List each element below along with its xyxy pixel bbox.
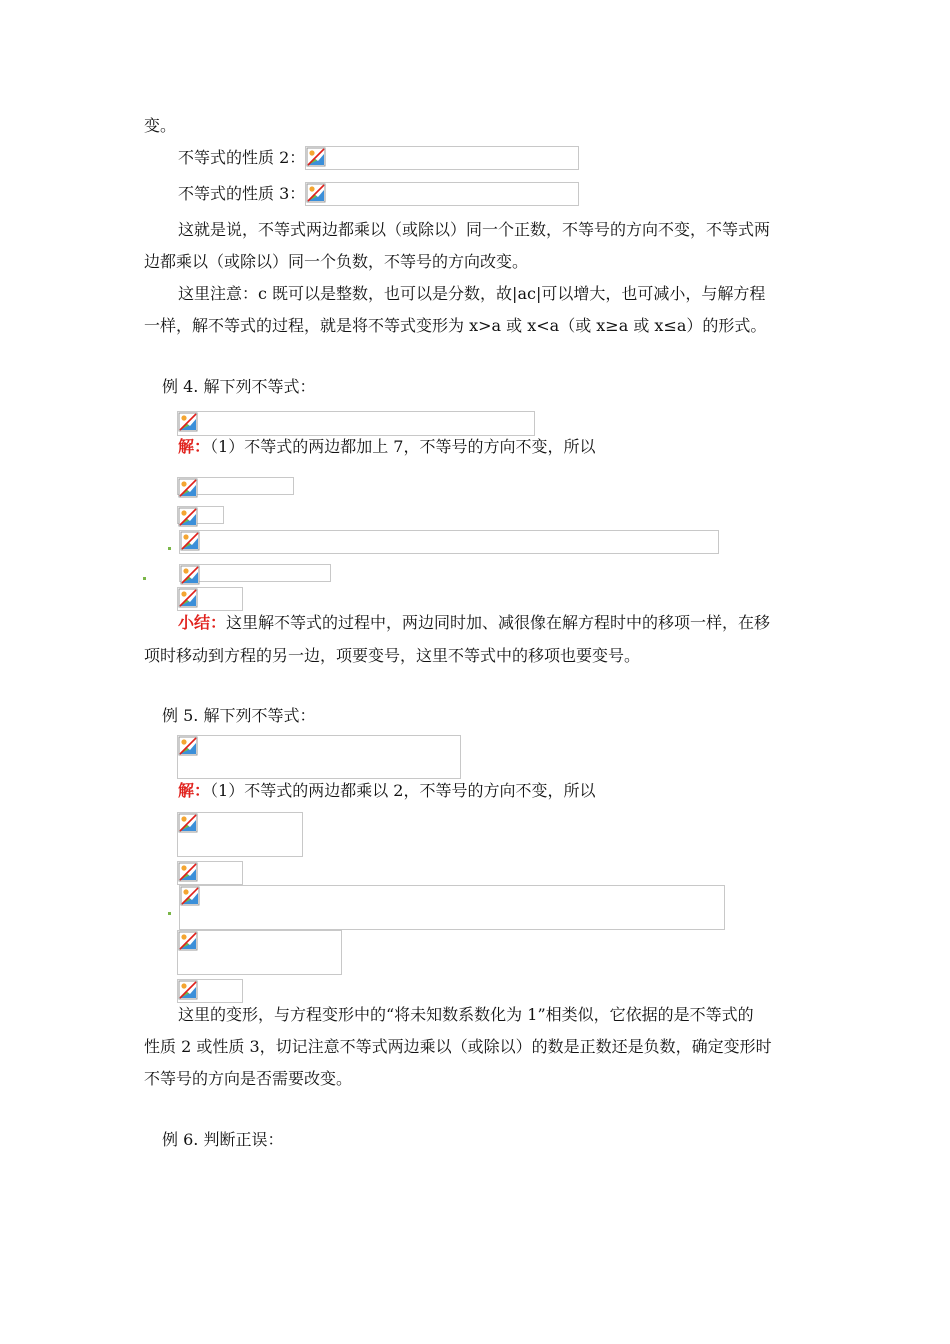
- transform-note-line-3: 不等号的方向是否需要改变。: [144, 1069, 353, 1088]
- example-5-title: 例 5. 解下列不等式：: [162, 706, 316, 725]
- example-4-step-2-image: [177, 506, 224, 524]
- bullet-dot: [168, 912, 171, 915]
- property-2-label: 不等式的性质 2：: [178, 148, 306, 167]
- broken-image-icon: [180, 565, 200, 585]
- solution-label: 解：: [178, 781, 211, 800]
- summary-line-2: 项时移动到方程的另一边，项要变号，这里不等式中的移项也要变号。: [144, 646, 641, 665]
- broken-image-icon: [306, 147, 326, 167]
- broken-image-icon: [178, 588, 198, 608]
- example-4-solution-line: [178, 437, 595, 457]
- example-4-title: 例 4. 解下列不等式：: [162, 377, 316, 396]
- example-5-solution-line: [178, 781, 595, 801]
- summary-text: 这里解不等式的过程中，两边同时加、减很像在解方程时中的移项一样，在移: [226, 613, 771, 632]
- broken-image-icon: [178, 931, 198, 951]
- explanation-line-2: 边都乘以（或除以）同一个负数，不等号的方向改变。: [144, 252, 529, 271]
- property-3-label: 不等式的性质 3：: [178, 184, 306, 203]
- note-line-1: 这里注意：c 既可以是整数，也可以是分数，故|ac|可以增大，也可减小，与解方程: [178, 284, 766, 303]
- note-line-2: 一样，解不等式的过程，就是将不等式变形为 x>a 或 x<a（或 x≥a 或 x≤a）的形式。: [144, 316, 767, 335]
- solution-text: （1）不等式的两边都乘以 2，不等号的方向不变，所以: [210, 781, 596, 800]
- summary-line-1: [178, 613, 770, 633]
- example-5-problem-image: [177, 735, 461, 779]
- example-5-step-1-image: [177, 812, 303, 857]
- bullet-dot: [168, 547, 171, 550]
- broken-image-icon: [180, 886, 200, 906]
- broken-image-icon: [178, 412, 198, 432]
- example-4-step-4-image: [179, 564, 331, 582]
- summary-label: 小结：: [178, 613, 227, 632]
- example-5-step-5-image: [177, 979, 243, 1003]
- broken-image-icon: [178, 980, 198, 1000]
- example-4-step-5-image: [177, 587, 243, 611]
- property-3-formula-image: [305, 182, 579, 206]
- example-4-problem-image: [177, 411, 535, 436]
- example-4-step-3-image: [179, 530, 719, 554]
- example-6-title: 例 6. 判断正误：: [162, 1130, 284, 1149]
- example-5-step-3-image: [179, 885, 725, 930]
- broken-image-icon: [178, 813, 198, 833]
- transform-note-line-1: 这里的变形，与方程变形中的“将未知数系数化为 1”相类似，它依据的是不等式的: [178, 1005, 754, 1024]
- explanation-line-1: 这就是说，不等式两边都乘以（或除以）同一个正数，不等号的方向不变，不等式两: [178, 220, 771, 239]
- example-5-step-4-image: [177, 930, 342, 975]
- solution-label: 解：: [178, 437, 211, 456]
- broken-image-icon: [178, 736, 198, 756]
- example-4-step-1-image: [177, 477, 294, 495]
- paragraph-continuation: 变。: [144, 116, 177, 135]
- example-5-step-2-image: [177, 861, 243, 885]
- property-2-formula-image: [305, 146, 579, 170]
- broken-image-icon: [178, 862, 198, 882]
- solution-text: （1）不等式的两边都加上 7，不等号的方向不变，所以: [210, 437, 596, 456]
- broken-image-icon: [178, 507, 198, 527]
- broken-image-icon: [178, 478, 198, 498]
- broken-image-icon: [180, 531, 200, 551]
- broken-image-icon: [306, 183, 326, 203]
- transform-note-line-2: 性质 2 或性质 3，切记注意不等式两边乘以（或除以）的数是正数还是负数，确定变形时: [144, 1037, 772, 1056]
- bullet-dot: [143, 577, 146, 580]
